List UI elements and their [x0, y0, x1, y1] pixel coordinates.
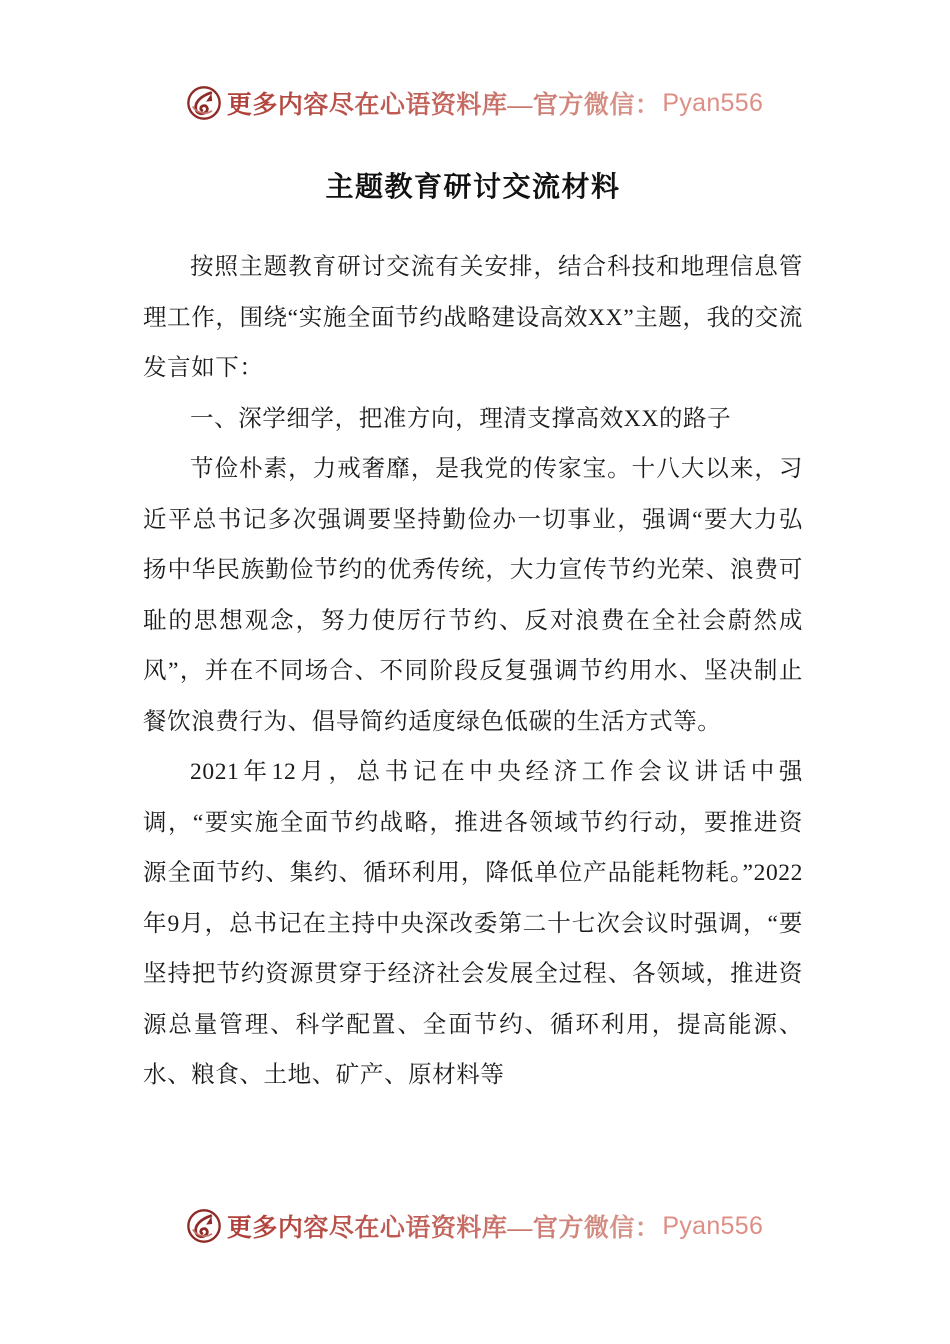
swirl-emblem-icon: [187, 86, 221, 120]
document-content: [143, 168, 803, 1101]
footer-watermark: [0, 1203, 950, 1249]
section-heading-one: 一、深学细学，把准方向，理清支撑高效XX的路子: [190, 405, 732, 432]
paragraph-body-1: 节俭朴素，力戒奢靡，是我党的传家宝。十八大以来，习近平总书记多次强调要坚持勤俭办一切事业，强调“要大力弘扬中华民族勤俭节约的优秀传统，大力宣传节约光荣、浪费可耻的思想观念，努力使厉行节约、反对浪费在全社会蔚然成风”，并在不同场合、不同阶段反复强调节约用水、坚决制止餐饮浪费行为、倡导简约适度绿色低碳的生活方式等。: [143, 456, 803, 735]
swirl-emblem-icon: [187, 1209, 221, 1243]
watermark-wechat-id: Pyan556: [662, 1211, 764, 1240]
watermark-text-cn: 更多内容尽在心语资料库—官方微信：: [227, 1208, 661, 1244]
page-title: 主题教育研讨交流材料: [325, 172, 621, 203]
paragraph-intro: 按照主题教育研讨交流有关安排，结合科技和地理信息管理工作，围绕“实施全面节约战略建设高效XX”主题，我的交流发言如下：: [143, 254, 803, 381]
page-bottom-mask: [0, 1165, 950, 1203]
paragraph-body-2: 2021年12月，总书记在中央经济工作会议讲话中强调，“要实施全面节约战略，推进各领域节约行动，要推进资源全面节约、集约、循环利用，降低单位产品能耗物耗。”2022年9月，总书记在主持中央深改委第二十七次会议时强调，“要坚持把节约资源贯穿于经济社会发展全过程、各领域，推进资源总量管理、科学配置、全面节约、循环利用，提高能源、水、粮食、土地、矿产、原材料等: [143, 759, 803, 1088]
watermark-text-cn: 更多内容尽在心语资料库—官方微信：: [227, 85, 661, 121]
watermark-wechat-id: Pyan556: [662, 88, 764, 117]
header-watermark: [0, 80, 950, 126]
